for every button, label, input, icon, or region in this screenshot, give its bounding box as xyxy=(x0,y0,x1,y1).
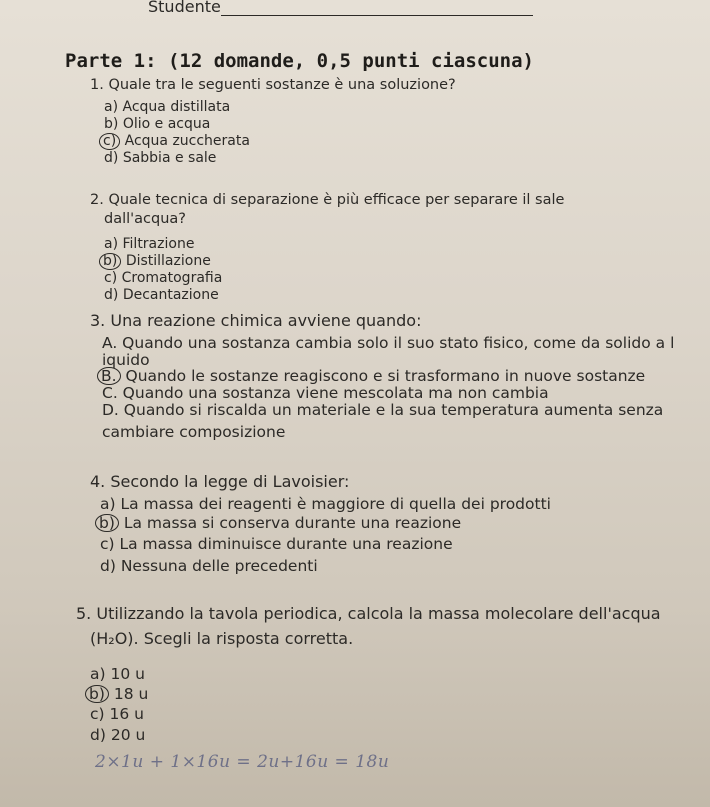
question-2-text-line1: 2. Quale tecnica di separazione è più efficace per separare il sale xyxy=(90,192,565,208)
question-1-option-b: b) Olio e acqua xyxy=(104,116,211,132)
question-1-option-c: c) Acqua zuccherata xyxy=(104,133,250,150)
question-4-option-a: a) La massa dei reagenti è maggiore di quella dei prodotti xyxy=(100,495,551,513)
question-1-text: 1. Quale tra le seguenti sostanze è una soluzione? xyxy=(90,77,456,93)
question-3-text: 3. Una reazione chimica avviene quando: xyxy=(90,311,422,330)
question-2-option-d: d) Decantazione xyxy=(104,287,219,303)
question-3-option-a-line2: iquido xyxy=(102,351,150,369)
question-4-option-d: d) Nessuna delle precedenti xyxy=(100,557,318,575)
question-4-selected-mark: b) xyxy=(95,514,119,532)
question-3-option-d-line2: cambiare composizione xyxy=(102,423,286,441)
question-3-option-a-line1: A. Quando una sostanza cambia solo il suo stato fisico, come da solido a l xyxy=(102,334,675,352)
question-5-option-a: a) 10 u xyxy=(90,665,145,683)
question-5-option-d: d) 20 u xyxy=(90,726,146,744)
section-title: Parte 1: (12 domande, 0,5 punti ciascuna) xyxy=(65,50,534,72)
question-3-option-b: B. Quando le sostanze reagiscono e si trasformano in nuove sostanze xyxy=(102,367,645,385)
question-2-option-c: c) Cromatografia xyxy=(104,270,223,286)
question-2-text-line2: dall'acqua? xyxy=(104,211,186,227)
question-1-selected-mark: c) xyxy=(99,133,120,150)
question-3-option-c: C. Quando una sostanza viene mescolata ma non cambia xyxy=(102,384,549,402)
question-5-text-line2: (H₂O). Scegli la risposta corretta. xyxy=(90,629,354,648)
question-4-option-c: c) La massa diminuisce durante una reazione xyxy=(100,535,453,553)
student-label: Studente xyxy=(148,0,221,16)
question-4-text: 4. Secondo la legge di Lavoisier: xyxy=(90,472,350,491)
question-5-text-line1: 5. Utilizzando la tavola periodica, calcola la massa molecolare dell'acqua xyxy=(76,604,661,623)
student-name-line xyxy=(221,1,533,16)
question-1-option-a: a) Acqua distillata xyxy=(104,99,231,115)
handwritten-calculation: 2×1u + 1×16u = 2u+16u = 18u xyxy=(95,752,390,772)
student-field xyxy=(148,0,533,16)
question-3-selected-mark: B. xyxy=(97,367,121,385)
question-5-option-b: b) 18 u xyxy=(90,685,148,703)
question-4-option-b: b) La massa si conserva durante una reazione xyxy=(100,514,461,532)
question-2-option-a: a) Filtrazione xyxy=(104,236,195,252)
question-2-selected-mark: b) xyxy=(99,253,121,270)
question-1-option-d: d) Sabbia e sale xyxy=(104,150,217,166)
question-2-option-b: b) Distillazione xyxy=(104,253,211,270)
question-5-option-c: c) 16 u xyxy=(90,705,144,723)
question-5-selected-mark: b) xyxy=(85,685,109,703)
question-3-option-d-line1: D. Quando si riscalda un materiale e la sua temperatura aumenta senza xyxy=(102,401,664,419)
